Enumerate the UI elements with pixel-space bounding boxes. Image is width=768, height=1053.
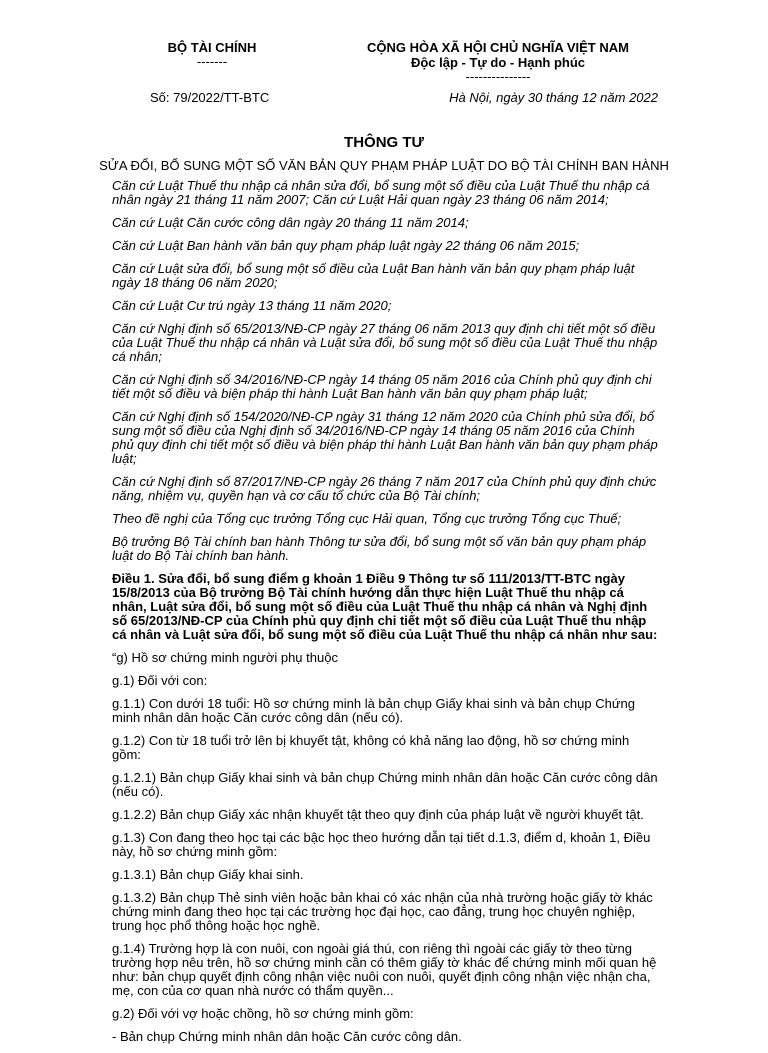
article-1-paragraph: g.1.4) Trường hợp là con nuôi, con ngoài giá thú, con riêng thì ngoài các giấy tờ theo từng trường hợp nêu trên, hồ sơ chứng minh cần có thêm giấy tờ khác để chứng minh mối quan hệ như: bản chụp quyết định công nhận việc nuôi con nuôi, quyết định công nhận việc nhận cha, mẹ, con của cơ quan nhà nước có thẩm quyền... xyxy=(112,941,657,998)
motto-separator: --------------- xyxy=(465,69,531,84)
article-1-paragraph: g.1.3.2) Bản chụp Thẻ sinh viên hoặc bản khai có xác nhận của nhà trường hoặc giấy tờ khác chứng minh đang theo học tại các trường học đại học, cao đẳng, trung học chuyên nghiệp, trung học phổ thông hoặc học nghề. xyxy=(112,890,653,933)
nation-name: CỘNG HÒA XÃ HỘI CHỦ NGHĨA VIỆT NAM xyxy=(367,40,629,55)
article-1-paragraph: g.1.1) Con dưới 18 tuổi: Hồ sơ chứng minh là bản chụp Giấy khai sinh và bản chụp Chứng minh nhân dân hoặc Căn cước công dân (nếu có). xyxy=(112,696,636,725)
preamble-paragraph: Theo đề nghị của Tổng cục trưởng Tổng cục Hải quan, Tổng cục trưởng Tổng cục Thuế; xyxy=(112,511,622,526)
preamble-paragraph: Căn cứ Nghị định số 87/2017/NĐ-CP ngày 26 tháng 7 năm 2017 của Chính phủ quy định chức năng, nhiệm vụ, quyền hạn và cơ cấu tổ chức của Bộ Tài chính; xyxy=(112,474,657,503)
document-date: Hà Nội, ngày 30 tháng 12 năm 2022 xyxy=(449,90,658,105)
article-1-paragraph: - Bản chụp Chứng minh nhân dân hoặc Căn cước công dân. xyxy=(112,1029,462,1044)
article-1-paragraph: “g) Hồ sơ chứng minh người phụ thuộc xyxy=(112,650,338,665)
preamble-paragraph: Căn cứ Luật sửa đổi, bổ sung một số điều của Luật Ban hành văn bản quy phạm pháp luật ngày 18 tháng 06 năm 2020; xyxy=(112,261,635,290)
preamble-paragraph: Căn cứ Luật Căn cước công dân ngày 20 tháng 11 năm 2014; xyxy=(112,215,469,230)
article-1-paragraph: g.1) Đối với con: xyxy=(112,673,208,688)
preamble-paragraph: Căn cứ Luật Thuế thu nhập cá nhân sửa đổi, bổ sung một số điều của Luật Thuế thu nhập cá nhân ngày 21 tháng 11 năm 2007; Căn cứ Luật Hải quan ngày 23 tháng 06 năm 2014; xyxy=(112,178,650,207)
national-motto: Độc lập - Tự do - Hạnh phúc xyxy=(410,55,586,70)
document-body xyxy=(112,179,660,1053)
document-type-title: THÔNG TƯ xyxy=(344,134,424,151)
article-1-paragraph: g.2) Đối với vợ hoặc chồng, hồ sơ chứng minh gồm: xyxy=(112,1006,414,1021)
preamble-paragraph: Căn cứ Luật Cư trú ngày 13 tháng 11 năm 2020; xyxy=(112,298,392,313)
ministry-separator: ------- xyxy=(196,54,228,69)
ministry-name: BỘ TÀI CHÍNH xyxy=(167,40,257,55)
document-subject: SỬA ĐỔI, BỔ SUNG MỘT SỐ VĂN BẢN QUY PHẠM PHÁP LUẬT DO BỘ TÀI CHÍNH BAN HÀNH xyxy=(99,158,669,173)
preamble-paragraph: Căn cứ Luật Ban hành văn bản quy phạm pháp luật ngày 22 tháng 06 năm 2015; xyxy=(112,238,580,253)
preamble-paragraph: Căn cứ Nghị định số 65/2013/NĐ-CP ngày 27 tháng 06 năm 2013 quy định chi tiết một số điều của Luật Thuế thu nhập cá nhân và Luật sửa đổi, bổ sung một số điều của Luật Thuế thu nhập cá nhân; xyxy=(112,321,658,364)
national-title-block xyxy=(338,40,658,84)
issuer-block xyxy=(112,40,312,69)
article-1-paragraph: g.1.3) Con đang theo học tại các bậc học theo hướng dẫn tại tiết d.1.3, điểm d, khoản 1, Điều này, hồ sơ chứng minh gồm: xyxy=(112,830,651,859)
article-1-paragraph: g.1.3.1) Bản chụp Giấy khai sinh. xyxy=(112,867,304,882)
article-1-heading: Điều 1. Sửa đổi, bổ sung điểm g khoản 1 Điều 9 Thông tư số 111/2013/TT-BTC ngày 15/8/2013 của Bộ trưởng Bộ Tài chính hướng dẫn thực hiện Luật Thuế thu nhập cá nhân, Luật sửa đổi, bổ sung một số điều của Luật Thuế thu nhập cá nhân và Nghị định số 65/2013/NĐ-CP của Chính phủ quy định chi tiết một số điều của Luật Thuế thu nhập cá nhân và Luật sửa đổi, bổ sung một số điều của Luật Thuế thu nhập cá nhân như sau: xyxy=(112,571,658,642)
article-1-paragraph: g.1.2.1) Bản chụp Giấy khai sinh và bản chụp Chứng minh nhân dân hoặc Căn cước công dân (nếu có). xyxy=(112,770,658,799)
article-1-paragraph: g.1.2) Con từ 18 tuổi trở lên bị khuyết tật, không có khả năng lao động, hồ sơ chứng minh gồm: xyxy=(112,733,630,762)
preamble-paragraph: Căn cứ Nghị định số 34/2016/NĐ-CP ngày 14 tháng 05 năm 2016 của Chính phủ quy định chi tiết một số điều và biện pháp thi hành Luật Ban hành văn bản quy phạm pháp luật; xyxy=(112,372,652,401)
preamble-paragraph: Căn cứ Nghị định số 154/2020/NĐ-CP ngày 31 tháng 12 năm 2020 của Chính phủ sửa đổi, bổ sung một số điều của Nghị định số 34/2016/NĐ-CP ngày 14 tháng 05 năm 2016 của Chính phủ quy định chi tiết một số điều và biện pháp thi hành Luật Ban hành văn bản quy phạm pháp luật; xyxy=(112,409,658,466)
article-1-paragraph: g.1.2.2) Bản chụp Giấy xác nhận khuyết tật theo quy định của pháp luật về người khuyết tật. xyxy=(112,807,644,822)
preamble-paragraph: Bộ trưởng Bộ Tài chính ban hành Thông tư sửa đổi, bổ sung một số văn bản quy phạm pháp luật do Bộ Tài chính ban hành. xyxy=(112,534,647,563)
document-number: Số: 79/2022/TT-BTC xyxy=(150,90,270,105)
